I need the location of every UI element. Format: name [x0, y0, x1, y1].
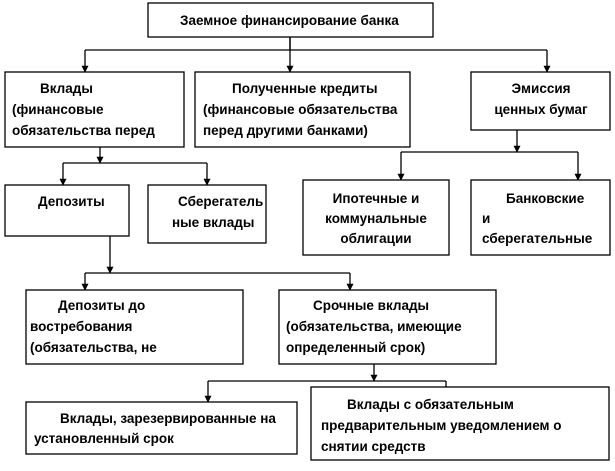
node-notice-deposits-line-2: предварительным уведомлением о: [321, 418, 562, 433]
node-term-deposits-line-1: Срочные вклады: [313, 298, 430, 313]
node-term-deposits: [279, 290, 496, 364]
node-deposits-sub-box: [5, 185, 129, 236]
node-mortgage-bonds-line-2: коммунальные: [325, 211, 427, 226]
node-loans-line-2: (финансовые обязательства: [203, 102, 398, 117]
node-securities-line-2: ценных бумаг: [494, 102, 588, 117]
node-securities: [471, 72, 610, 130]
node-deposits: [5, 72, 184, 147]
node-mortgage-bonds-line-3: облигации: [340, 231, 412, 246]
node-bank-bonds-line-1: Банковские: [506, 191, 585, 206]
node-deposits-line-3: обязательства перед: [12, 123, 155, 138]
node-reserved-deposits-box: [26, 402, 297, 454]
node-loans-line-3: перед другими банками): [203, 123, 368, 138]
node-mortgage-bonds: [303, 180, 449, 255]
node-term-deposits-line-3: определенный срок): [286, 340, 426, 355]
node-deposits-sub-label: Депозиты: [38, 194, 105, 209]
node-deposits-sub: [5, 185, 129, 236]
node-term-deposits-line-2: (обязательства, имеющие: [286, 319, 462, 334]
node-savings-line-1: Сберегатель: [178, 194, 264, 209]
node-notice-deposits-line-3: снятии средств: [321, 439, 426, 454]
node-mortgage-bonds-line-1: Ипотечные и: [332, 191, 420, 206]
node-demand-deposits: [26, 290, 243, 364]
node-reserved-deposits: [26, 402, 297, 454]
node-reserved-deposits-line-1: Вклады, зарезервированные на: [60, 411, 276, 426]
node-root-label: Заемное финансирование банка: [180, 13, 399, 28]
node-demand-deposits-line-1: Депозиты до: [58, 298, 146, 313]
node-root: [148, 3, 433, 37]
node-demand-deposits-line-2: востребования: [30, 319, 133, 334]
node-notice-deposits: [311, 387, 609, 460]
node-notice-deposits-line-1: Вклады с обязательным: [347, 397, 514, 412]
node-reserved-deposits-line-2: установленный срок: [34, 431, 174, 446]
node-loans: [195, 72, 410, 147]
node-savings: [148, 185, 266, 243]
node-demand-deposits-line-3: (обязательства, не: [30, 340, 157, 355]
node-loans-line-1: Полученные кредиты: [232, 81, 378, 96]
node-deposits-line-1: Вклады: [40, 81, 93, 96]
node-securities-line-1: Эмиссия: [511, 81, 571, 96]
node-savings-line-2: ные вклады: [172, 215, 255, 230]
node-bank-bonds-line-2: и: [482, 211, 491, 226]
node-deposits-line-2: (финансовые: [12, 102, 104, 117]
node-bank-bonds-line-3: сберегательные: [482, 231, 593, 246]
node-bank-bonds: [471, 180, 610, 255]
